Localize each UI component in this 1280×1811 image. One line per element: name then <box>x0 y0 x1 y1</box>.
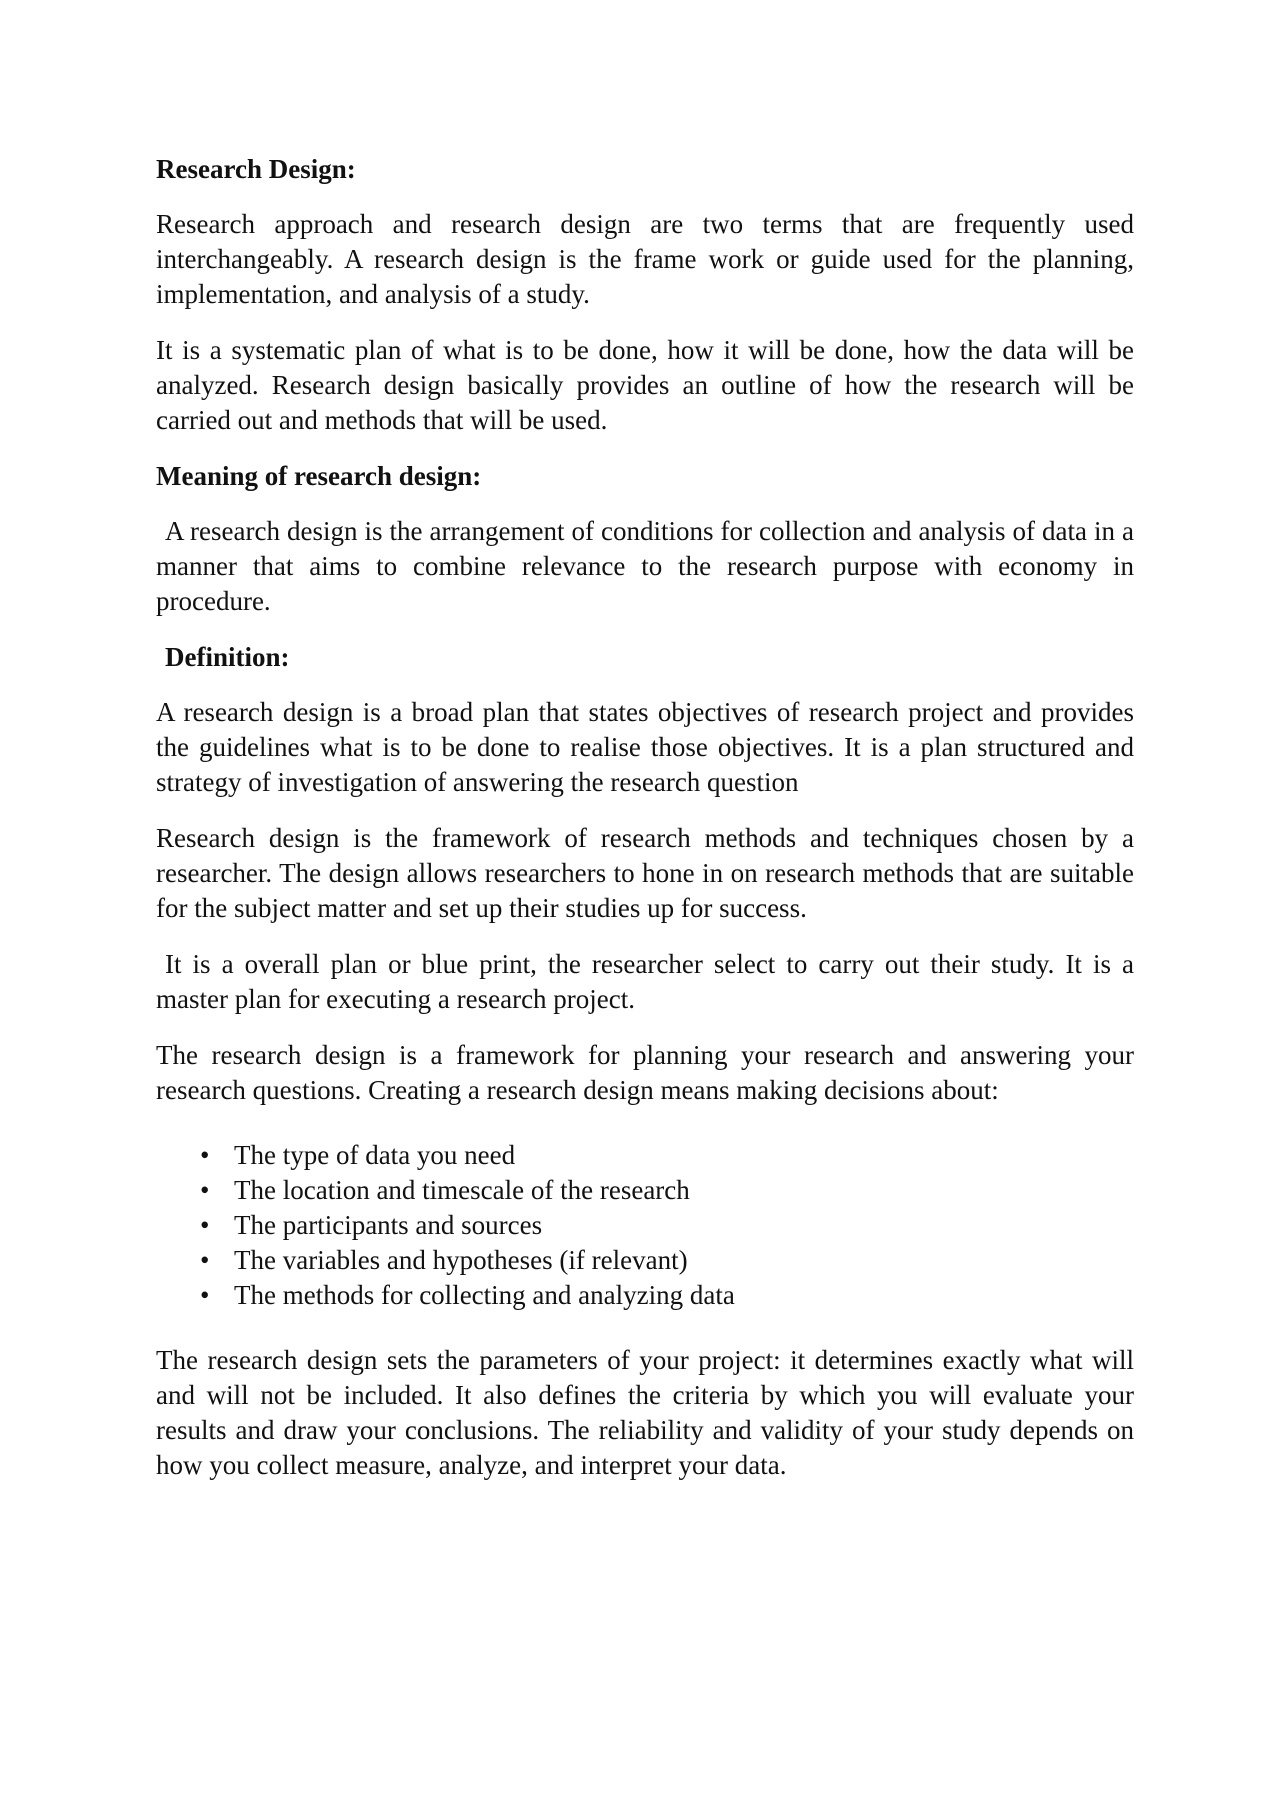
paragraph-definition: A research design is a broad plan that states objectives of research project and provides the guidelines what is to be done to realise those objectives. It is a plan structured and strategy of investigation of answering the research question <box>156 697 1134 797</box>
list-item <box>156 1243 1134 1278</box>
paragraph-decisions: The research design is a framework for planning your research and answering your research questions. Creating a research design means making decisions about: <box>156 1040 1134 1105</box>
heading-research-design: Research Design: <box>156 154 356 184</box>
list-item-text: The variables and hypotheses (if relevant) <box>234 1245 688 1275</box>
list-item <box>156 1138 1134 1173</box>
decisions-list <box>156 1138 1134 1313</box>
bullet-icon: • <box>200 1175 210 1205</box>
bullet-icon: • <box>200 1245 210 1275</box>
list-item <box>156 1173 1134 1208</box>
paragraph-parameters: The research design sets the parameters of your project: it determines exactly what will and will not be included. It also defines the criteria by which you will evaluate your results and draw your conclusions. The reliability and validity of your study depends on how you collect measure, analyze, and interpret your data. <box>156 1345 1134 1480</box>
paragraph-intro: Research approach and research design are two terms that are frequently used interchangeably. A research design is the frame work or guide used for the planning, implementation, and analysis of a study. <box>156 209 1134 309</box>
paragraph-meaning: A research design is the arrangement of conditions for collection and analysis of data in a manner that aims to combine relevance to the research purpose with economy in procedure. <box>156 516 1134 616</box>
heading-meaning: Meaning of research design: <box>156 461 482 491</box>
list-item <box>156 1278 1134 1313</box>
list-item-text: The type of data you need <box>234 1140 516 1170</box>
bullet-icon: • <box>200 1140 210 1170</box>
list-item <box>156 1208 1134 1243</box>
list-item-text: The participants and sources <box>234 1210 543 1240</box>
paragraph-systematic-plan: It is a systematic plan of what is to be done, how it will be done, how the data will be analyzed. Research design basically provides an outline of how the research will be carried out and methods that will be used. <box>156 335 1134 435</box>
list-item-text: The methods for collecting and analyzing data <box>234 1280 735 1310</box>
heading-definition: Definition: <box>165 642 290 672</box>
paragraph-framework: Research design is the framework of research methods and techniques chosen by a researcher. The design allows researchers to hone in on research methods that are suitable for the subject matter and set up their studies up for success. <box>156 823 1134 923</box>
bullet-icon: • <box>200 1210 210 1240</box>
document-page <box>156 152 1134 1504</box>
paragraph-overall-plan: It is a overall plan or blue print, the researcher select to carry out their study. It is a master plan for executing a research project. <box>156 949 1134 1014</box>
list-item-text: The location and timescale of the research <box>234 1175 690 1205</box>
bullet-icon: • <box>200 1280 210 1310</box>
